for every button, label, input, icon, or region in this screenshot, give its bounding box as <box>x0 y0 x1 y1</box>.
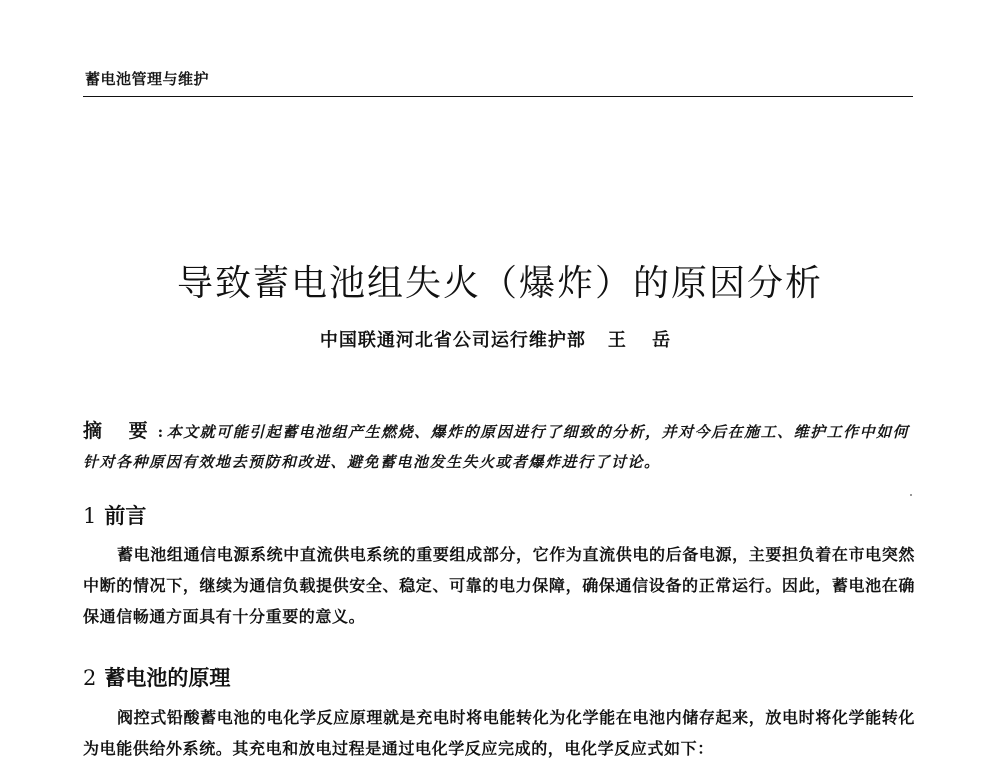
abstract-colon: : <box>157 423 165 441</box>
section-heading-introduction <box>83 500 146 530</box>
author-affiliation: 中国联通河北省公司运行维护部 <box>319 330 586 351</box>
running-header: 蓄电池管理与维护 <box>85 70 210 88</box>
section-title: 蓄电池的原理 <box>104 666 231 690</box>
abstract-label: 摘 要 <box>83 420 158 442</box>
abstract-text: 本文就可能引起蓄电池组产生燃烧、爆炸的原因进行了细致的分析，并对今后在施工、维护工作中如何针对各种原因有效地去预防和改进、避免蓄电池发生失火或者爆炸进行了讨论。 <box>83 423 910 471</box>
header-divider <box>83 96 913 97</box>
section-heading-battery-principle <box>83 662 230 692</box>
section-title: 前言 <box>104 504 147 528</box>
scan-speck <box>910 494 912 496</box>
abstract <box>83 416 915 477</box>
byline <box>0 326 1000 352</box>
section-number: 1 <box>83 504 97 528</box>
paragraph-battery-principle: 阀控式铅酸蓄电池的电化学反应原理就是充电时将电能转化为化学能在电池内储存起来，放电时将化学能转化为电能供给外系统。其充电和放电过程是通过电化学反应完成的，电化学反应式如下： <box>83 708 915 758</box>
paper-title: 导致蓄电池组失火（爆炸）的原因分析 <box>176 263 823 304</box>
paragraph-introduction: 蓄电池组通信电源系统中直流供电系统的重要组成部分，它作为直流供电的后备电源，主要担负着在市电突然中断的情况下，继续为通信负载提供安全、稳定、可靠的电力保障，确保通信设备的正常运行。因此，蓄电池在确保通信畅通方面具有十分重要的意义。 <box>83 545 915 626</box>
section-number: 2 <box>83 666 97 690</box>
author-name: 王 岳 <box>607 330 681 351</box>
